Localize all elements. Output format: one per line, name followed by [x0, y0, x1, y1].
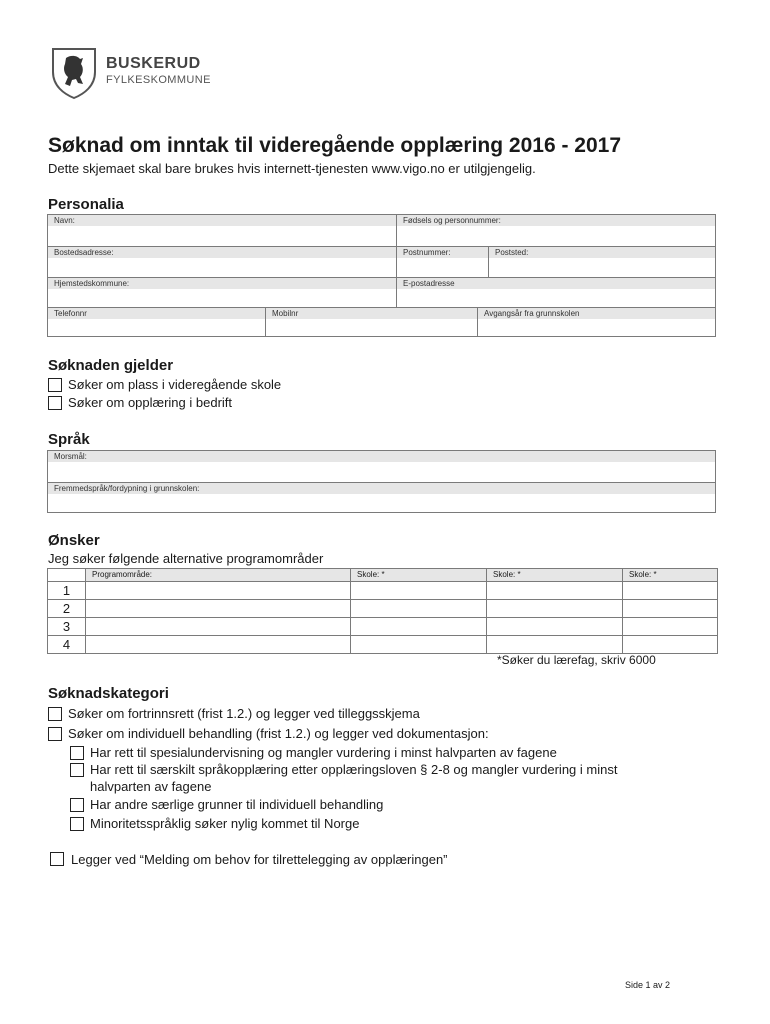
- personalia-row-1: [48, 215, 715, 246]
- col-skole-2: Skole: *: [487, 569, 623, 582]
- postnr-label: Postnummer:: [397, 247, 489, 258]
- saerlige-grunner-checkbox[interactable]: [70, 798, 84, 812]
- program-cell[interactable]: [86, 636, 351, 654]
- sprak-box: [47, 450, 716, 513]
- skole-cell[interactable]: [351, 600, 487, 618]
- avgang-label: Avgangsår fra grunnskolen: [478, 308, 715, 319]
- fortrinnsrett-checkbox[interactable]: [48, 707, 62, 721]
- col-program: Programområde:: [86, 569, 351, 582]
- page-number: Side 1 av 2: [624, 980, 670, 990]
- minoritet-label: Minoritetsspråklig søker nylig kommet til Norge: [90, 816, 360, 831]
- row-number: 1: [48, 582, 86, 600]
- melding-label: Legger ved “Melding om behov for tilrettelegging av opplæringen”: [71, 852, 448, 867]
- kategori-heading: Søknadskategori: [48, 685, 169, 702]
- telefon-label: Telefonnr: [48, 308, 266, 319]
- program-cell[interactable]: [86, 600, 351, 618]
- skole-cell[interactable]: [623, 582, 718, 600]
- onsker-intro: Jeg søker følgende alternative programområder: [48, 551, 324, 566]
- personalia-row-2: [48, 246, 715, 277]
- onsker-table: [47, 568, 718, 654]
- morsmal-row: [48, 451, 715, 482]
- soknaden-skole-checkbox[interactable]: [48, 378, 62, 392]
- row-number: 2: [48, 600, 86, 618]
- morsmal-label: Morsmål:: [48, 451, 715, 462]
- col-skole-1: Skole: *: [351, 569, 487, 582]
- soknaden-skole-label: Søker om plass i videregående skole: [68, 377, 282, 392]
- skole-cell[interactable]: [487, 636, 623, 654]
- spesialundervisning-label: Har rett til spesialundervisning og mangler vurdering i minst halvparten av fagene: [90, 745, 557, 760]
- skole-cell[interactable]: [487, 618, 623, 636]
- program-cell[interactable]: [86, 582, 351, 600]
- kommune-label: Hjemstedskommune:: [48, 278, 397, 289]
- sprakopplaering-checkbox[interactable]: [70, 763, 84, 777]
- fodsel-label: Fødsels og personnummer:: [397, 215, 715, 226]
- lærefag-note: *Søker du lærefag, skriv 6000: [497, 653, 656, 667]
- fremmed-label: Fremmedspråk/fordypning i grunnskolen:: [48, 483, 715, 494]
- col-skole-3: Skole: *: [623, 569, 718, 582]
- skole-cell[interactable]: [487, 600, 623, 618]
- skole-cell[interactable]: [487, 582, 623, 600]
- soknaden-heading: Søknaden gjelder: [48, 357, 174, 374]
- navn-label: Navn:: [48, 215, 397, 226]
- org-subname: FYLKESKOMMUNE: [106, 74, 211, 86]
- row-number: 4: [48, 636, 86, 654]
- skole-cell[interactable]: [623, 600, 718, 618]
- form-title: Søknad om inntak til videregående opplæring 2016 - 2017: [48, 134, 621, 157]
- table-row: [48, 600, 718, 618]
- bosted-label: Bostedsadresse:: [48, 247, 397, 258]
- table-row: [48, 618, 718, 636]
- spesialundervisning-checkbox[interactable]: [70, 746, 84, 760]
- org-name: BUSKERUD: [106, 55, 201, 72]
- fremmed-row: [48, 482, 715, 513]
- program-cell[interactable]: [86, 618, 351, 636]
- saerlige-grunner-label: Har andre særlige grunner til individuell behandling: [90, 797, 384, 812]
- individuell-checkbox[interactable]: [48, 727, 62, 741]
- sprak-heading: Språk: [48, 431, 90, 448]
- melding-checkbox[interactable]: [50, 852, 64, 866]
- fortrinnsrett-label: Søker om fortrinnsrett (frist 1.2.) og legger ved tilleggsskjema: [68, 706, 420, 721]
- skole-cell[interactable]: [351, 582, 487, 600]
- personalia-row-4: [48, 307, 715, 337]
- poststed-label: Poststed:: [489, 247, 715, 258]
- epost-label: E-postadresse: [397, 278, 715, 289]
- skole-cell[interactable]: [351, 618, 487, 636]
- lion-shield-icon: [50, 46, 98, 100]
- row-number: 3: [48, 618, 86, 636]
- table-row: [48, 582, 718, 600]
- form-subtitle: Dette skjemaet skal bare brukes hvis internett-tjenesten www.vigo.no er utilgjengelig.: [48, 161, 536, 176]
- sprakopplaering-label: Har rett til særskilt språkopplæring etter opplæringsloven § 2-8 og mangler vurdering i minst: [90, 762, 618, 777]
- personalia-row-3: [48, 277, 715, 307]
- individuell-label: Søker om individuell behandling (frist 1.2.) og legger ved dokumentasjon:: [68, 726, 489, 741]
- table-row: [48, 636, 718, 654]
- soknaden-bedrift-checkbox[interactable]: [48, 396, 62, 410]
- minoritet-checkbox[interactable]: [70, 817, 84, 831]
- personalia-heading: Personalia: [48, 196, 124, 213]
- onsker-heading: Ønsker: [48, 532, 100, 549]
- soknaden-bedrift-label: Søker om opplæring i bedrift: [68, 395, 233, 410]
- sprakopplaering-label-cont: halvparten av fagene: [90, 779, 212, 794]
- skole-cell[interactable]: [623, 636, 718, 654]
- personalia-box: [47, 214, 716, 337]
- mobil-label: Mobilnr: [266, 308, 478, 319]
- skole-cell[interactable]: [351, 636, 487, 654]
- skole-cell[interactable]: [623, 618, 718, 636]
